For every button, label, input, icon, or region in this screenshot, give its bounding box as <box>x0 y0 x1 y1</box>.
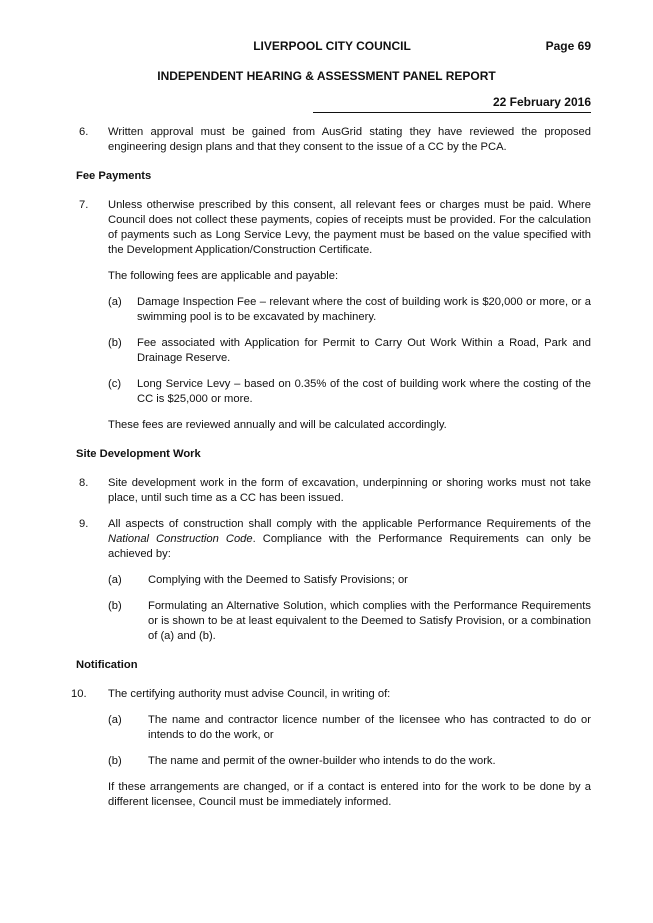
fee-item-a <box>108 295 591 325</box>
condition-number: 6. <box>79 126 89 138</box>
sub-text: Damage Inspection Fee – relevant where the cost of building work is $20,000 or more, or a swimming pool is to be excavated by machinery. <box>137 296 591 323</box>
sub-label: (b) <box>108 337 122 349</box>
document-body <box>71 125 592 810</box>
condition-text: The certifying authority must advise Council, in writing of: <box>108 688 391 700</box>
sub-text: Formulating an Alternative Solution, which complies with the Performance Requirements or is shown to be at least equivalent to the Deemed to Satisfy Provision, or a combination of (a) and (b). <box>148 600 591 642</box>
sub-text: Fee associated with Application for Permit to Carry Out Work Within a Road, Park and Drainage Reserve. <box>137 337 591 364</box>
condition-text <box>108 517 591 562</box>
fee-item-c <box>108 377 591 407</box>
fee-intro: The following fees are applicable and payable: <box>108 270 339 282</box>
condition-number: 10. <box>71 688 87 700</box>
sub-label: (a) <box>108 574 122 586</box>
sub-label: (a) <box>108 296 122 308</box>
condition-text: Site development work in the form of excavation, underpinning or shoring works must not take place, until such time as a CC has been issued. <box>108 477 591 504</box>
report-title: INDEPENDENT HEARING & ASSESSMENT PANEL REPORT <box>157 69 496 83</box>
notification-item-a <box>108 713 591 743</box>
heading-notification: Notification <box>76 659 138 671</box>
page-number: Page 69 <box>545 39 591 53</box>
condition-10 <box>71 687 591 702</box>
notification-outro: If these arrangements are changed, or if a contact is entered into for the work to be done by a different licensee, Council must be immediately informed. <box>108 781 591 808</box>
fee-outro: These fees are reviewed annually and will be calculated accordingly. <box>108 419 447 431</box>
condition-number: 7. <box>79 199 89 211</box>
sub-text: The name and contractor licence number of the licensee who has contracted to do or intends to do the work, or <box>148 714 591 741</box>
compliance-item-b <box>108 599 591 644</box>
condition-text: Unless otherwise prescribed by this consent, all relevant fees or charges must be paid. Where Council does not collect these payments, copies of receipts must be provided. For the calculation of payments such as Long Service Levy, the payment must be based on the value specified with the Development Application/Construction Certificate. <box>108 199 591 256</box>
text-part: All aspects of construction shall comply with the applicable Performance Requirements of the <box>108 518 591 530</box>
report-date: 22 February 2016 <box>492 95 591 109</box>
heading-fee-payments: Fee Payments <box>76 170 152 182</box>
code-name: National Construction Code <box>108 533 253 545</box>
sub-text: The name and permit of the owner-builder who intends to do the work. <box>148 755 496 767</box>
header-row <box>0 39 653 55</box>
sub-label: (b) <box>108 600 122 612</box>
fee-item-b <box>108 336 591 366</box>
header-rule <box>313 112 591 113</box>
sub-label: (b) <box>108 755 122 767</box>
condition-7 <box>79 198 591 258</box>
condition-text: Written approval must be gained from AusGrid stating they have reviewed the proposed engineering design plans and that they consent to the issue of a CC by the PCA. <box>108 126 591 153</box>
condition-6 <box>79 125 591 155</box>
condition-number: 8. <box>79 477 89 489</box>
compliance-item-a <box>108 573 591 588</box>
sub-text: Long Service Levy – based on 0.35% of the cost of building work where the costing of the CC is $25,000 or more. <box>137 378 591 405</box>
condition-8 <box>79 476 591 506</box>
sub-label: (a) <box>108 714 122 726</box>
sub-text: Complying with the Deemed to Satisfy Provisions; or <box>148 574 408 586</box>
heading-site-development: Site Development Work <box>76 448 201 460</box>
notification-item-b <box>108 754 591 769</box>
condition-number: 9. <box>79 518 89 530</box>
sub-label: (c) <box>108 378 122 390</box>
council-name: LIVERPOOL CITY COUNCIL <box>253 39 411 53</box>
text-part: . Compliance with the Performance Requirements can only be achieved by: <box>108 533 592 560</box>
condition-9 <box>79 517 591 562</box>
